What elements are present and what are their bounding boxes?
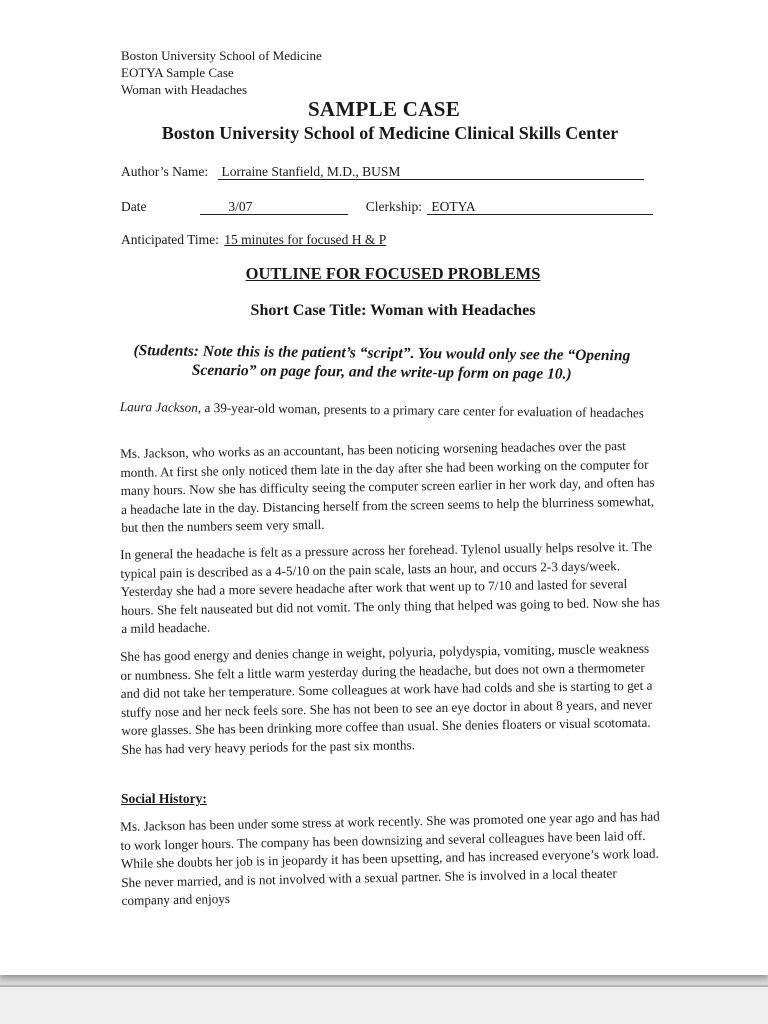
short-case-title: Short Case Title: Woman with Headaches <box>250 302 536 319</box>
document-subtitle: Boston University School of Medicine Clinical Skills Center <box>161 123 619 143</box>
author-value: Lorraine Stanfield, M.D., BUSM <box>218 164 644 180</box>
date-value: 3/07 <box>200 199 348 215</box>
header-case-name: Woman with Headaches <box>121 82 248 97</box>
history-paragraph-2: In general the headache is felt as a pressure across her forehead. Tylenol usually helps resolve it. The typical pain is described as a 4-5/10 on the pain scale, lasts an hour, and occurs 2-3 days/week. Yesterday she had a more severe headache after work that went up to 7/10 and lasted for several hours. She felt nauseated but did not vomit. The only thing that helped was going to bed. Now she has a mild headache. <box>120 538 660 636</box>
date-row <box>121 199 653 215</box>
patient-name: Laura Jackson <box>119 398 199 415</box>
outline-heading: OUTLINE FOR FOCUSED PROBLEMS <box>245 264 541 283</box>
clerkship-value: EOTYA <box>427 199 653 215</box>
intro-paragraph <box>120 398 660 423</box>
intro-text: , a 39-year-old woman, presents to a primary care center for evaluation of headaches <box>197 399 645 421</box>
student-note: (Students: Note this is the patient’s “script”. You would only see the “Opening Scenario” on page four, and the write-up form on page 10.) <box>133 342 631 383</box>
header-course: EOTYA Sample Case <box>121 65 234 80</box>
time-label: Anticipated Time: <box>121 232 219 247</box>
document-title: SAMPLE CASE <box>307 97 461 121</box>
social-history-heading: Social History: <box>121 791 207 806</box>
header-institution: Boston University School of Medicine <box>121 48 322 63</box>
social-history-paragraph: Ms. Jackson has been under some stress at work recently. She was promoted one year ago and has had to work longer hours. The company has been downsizing and several colleagues have been laid off. While she doubts her job is in jeopardy it has been upsetting, and has increased everyone’s work load. She never married, and is not involved with a sexual partner. She is involved in a local theater company and enjoys <box>120 808 660 908</box>
underlying-page-edge <box>0 985 768 1024</box>
author-row <box>121 164 644 180</box>
time-row <box>121 232 386 248</box>
history-paragraph-1: Ms. Jackson, who works as an accountant, has been noticing worsening headaches over the past month. At first she only noticed them late in the day after she had been working on the computer for many hours. Now she has difficulty seeing the computer screen earlier in her work day, and often has a headache late in the day. Distancing herself from the screen seems to help the blurriness somewhat, but then the numbers seem very small. <box>120 438 655 535</box>
running-header <box>121 47 322 98</box>
clerkship-label: Clerkship: <box>365 199 422 214</box>
time-value: 15 minutes for focused H & P <box>224 232 387 247</box>
history-paragraph-3: She has good energy and denies change in weight, polyuria, polydyspia, vomiting, muscle weakness or numbness. She felt a little warm yesterday during the headache, but does not own a thermometer and did not take her temperature. Some colleagues at work have had colds and she is starting to get a stuffy nose and her neck feels sore. She has not been to see an eye doctor in about 8 years, and never wore glasses. She has been drinking more coffee than usual. She denies floaters or visual scotomata. She has had very heavy periods for the past six months. <box>120 640 653 757</box>
author-label: Author’s Name: <box>121 164 209 179</box>
date-label: Date <box>121 199 147 214</box>
